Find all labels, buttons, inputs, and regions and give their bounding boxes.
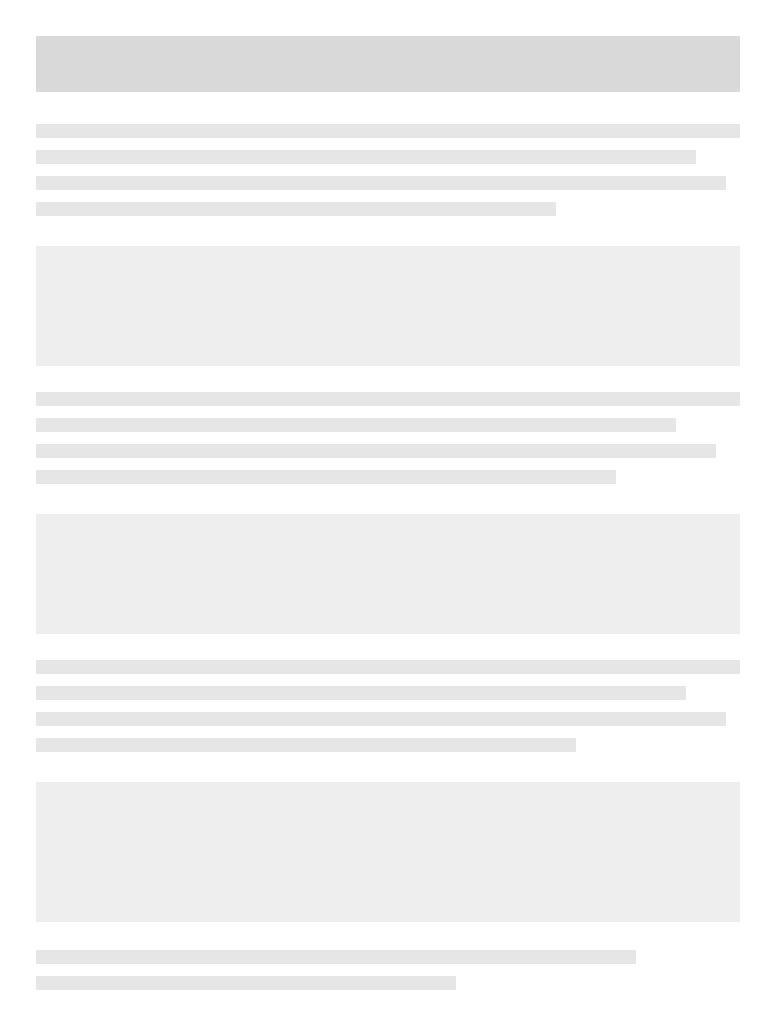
text-line	[36, 976, 456, 990]
text-line	[36, 176, 726, 190]
content-block	[36, 246, 740, 366]
text-line	[36, 950, 636, 964]
text-line	[36, 150, 696, 164]
text-line	[36, 418, 676, 432]
content-block	[36, 514, 740, 634]
text-line	[36, 124, 740, 138]
text-line	[36, 738, 576, 752]
text-line	[36, 686, 686, 700]
text-line	[36, 444, 716, 458]
text-line	[36, 712, 726, 726]
header-block	[36, 36, 740, 92]
text-line	[36, 202, 556, 216]
text-line	[36, 392, 740, 406]
text-line	[36, 470, 616, 484]
text-line	[36, 660, 740, 674]
content-block	[36, 782, 740, 922]
